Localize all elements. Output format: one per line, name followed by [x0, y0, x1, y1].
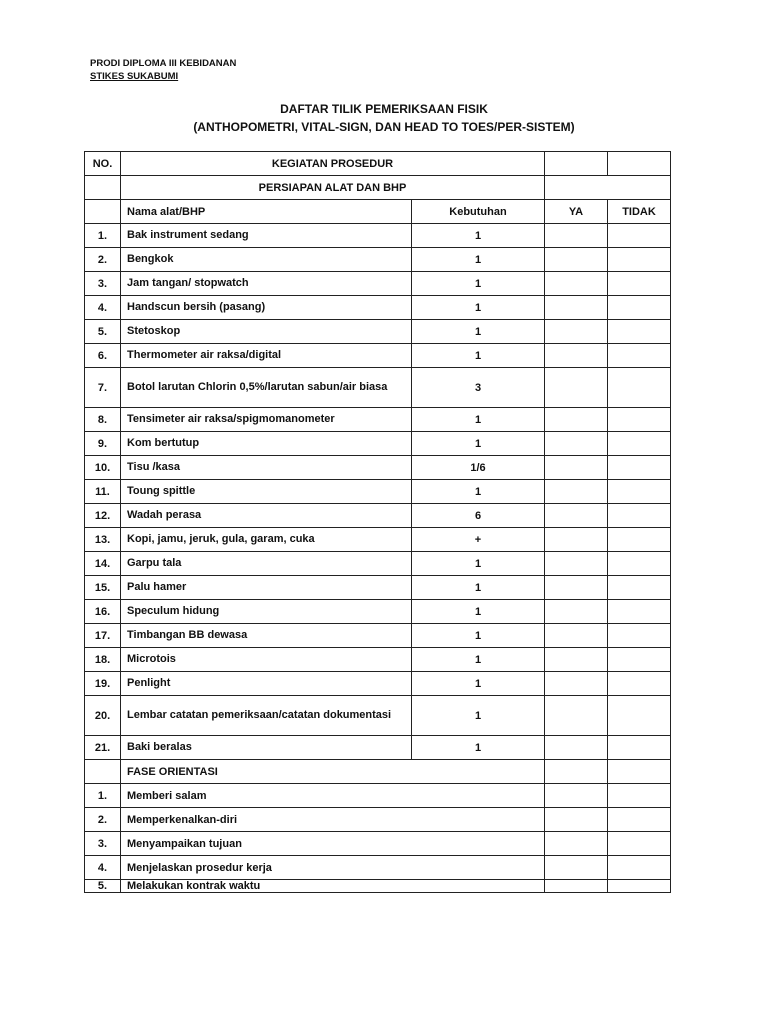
item-name-text: Tisu /kasa — [127, 461, 180, 473]
row-number: 2. — [85, 808, 121, 832]
tidak-check-cell[interactable] — [608, 432, 671, 456]
tidak-check-cell[interactable] — [608, 696, 671, 736]
row-number: 13. — [85, 528, 121, 552]
table-row — [85, 528, 671, 552]
item-name — [121, 272, 412, 296]
row-number: 18. — [85, 648, 121, 672]
table-row — [85, 832, 671, 856]
item-name-text: Penlight — [127, 677, 171, 689]
table-row — [85, 552, 671, 576]
row-number: 12. — [85, 504, 121, 528]
tidak-check-cell[interactable] — [608, 648, 671, 672]
ya-check-cell[interactable] — [545, 808, 608, 832]
item-name-text: Kom bertutup — [127, 437, 200, 449]
column-header-row — [85, 200, 671, 224]
item-name — [121, 408, 412, 432]
header-row — [85, 152, 671, 176]
row-number: 7. — [85, 368, 121, 408]
col-nama-header: Nama alat/BHP — [121, 200, 412, 224]
item-name-text: Baki beralas — [127, 741, 192, 753]
row-number: 4. — [85, 296, 121, 320]
ya-check-cell[interactable] — [545, 344, 608, 368]
item-name-text: Botol larutan Chlorin 0,5%/larutan sabun/air biasa — [127, 381, 388, 393]
step-name: Memperkenalkan-diri — [121, 808, 545, 832]
step-name: Menyampaikan tujuan — [121, 832, 545, 856]
tidak-check-cell[interactable] — [608, 296, 671, 320]
item-quantity: 1 — [412, 296, 545, 320]
no-empty-cell — [85, 200, 121, 224]
ya-check-cell[interactable] — [545, 552, 608, 576]
col-tidak-header: TIDAK — [608, 200, 671, 224]
table-row — [85, 576, 671, 600]
section-title-persiapan: PERSIAPAN ALAT DAN BHP — [121, 176, 545, 200]
ya-check-cell[interactable] — [545, 528, 608, 552]
title-line-2: (ANTHOPOMETRI, VITAL-SIGN, DAN HEAD TO TOES/PER-SISTEM) — [193, 120, 575, 134]
ya-check-cell[interactable] — [545, 648, 608, 672]
section-title-orientasi: FASE ORIENTASI — [121, 760, 545, 784]
tidak-check-cell[interactable] — [608, 504, 671, 528]
ya-check-cell[interactable] — [545, 456, 608, 480]
row-number: 3. — [85, 832, 121, 856]
ya-check-cell[interactable] — [545, 320, 608, 344]
row-number: 16. — [85, 600, 121, 624]
checklist-body — [85, 152, 671, 893]
document-title — [0, 100, 768, 136]
row-number: 20. — [85, 696, 121, 736]
tidak-check-cell[interactable] — [608, 856, 671, 880]
ya-check-cell[interactable] — [545, 432, 608, 456]
row-number: 2. — [85, 248, 121, 272]
ya-check-cell[interactable] — [545, 736, 608, 760]
table-row — [85, 296, 671, 320]
item-quantity: 1 — [412, 648, 545, 672]
tidak-check-cell[interactable] — [608, 552, 671, 576]
table-row — [85, 808, 671, 832]
row-number: 17. — [85, 624, 121, 648]
row-number: 14. — [85, 552, 121, 576]
row-number: 5. — [85, 320, 121, 344]
tidak-check-cell[interactable] — [608, 248, 671, 272]
item-name — [121, 504, 412, 528]
item-name — [121, 624, 412, 648]
item-quantity: 1 — [412, 224, 545, 248]
tidak-check-cell[interactable] — [608, 736, 671, 760]
item-quantity: 1 — [412, 600, 545, 624]
row-number: 10. — [85, 456, 121, 480]
item-quantity: 1 — [412, 272, 545, 296]
table-row — [85, 504, 671, 528]
ya-check-cell[interactable] — [545, 504, 608, 528]
item-name — [121, 296, 412, 320]
row-number: 9. — [85, 432, 121, 456]
item-name-text: Bengkok — [127, 253, 174, 265]
tidak-check-cell[interactable] — [608, 808, 671, 832]
tidak-check-cell[interactable] — [608, 480, 671, 504]
item-name-text: Jam tangan/ stopwatch — [127, 277, 249, 289]
step-name: Melakukan kontrak waktu — [121, 880, 545, 893]
no-empty-cell — [85, 176, 121, 200]
item-name-text: Palu hamer — [127, 581, 187, 593]
program-name: PRODI DIPLOMA III KEBIDANAN — [90, 58, 237, 69]
checklist-table — [84, 151, 671, 893]
table-row — [85, 880, 671, 893]
ya-check-cell[interactable] — [545, 248, 608, 272]
item-name — [121, 432, 412, 456]
ya-empty-cell — [545, 760, 608, 784]
table-row — [85, 624, 671, 648]
table-row — [85, 272, 671, 296]
tidak-check-cell[interactable] — [608, 600, 671, 624]
item-quantity: 1 — [412, 672, 545, 696]
table-row — [85, 320, 671, 344]
item-name-text: Toung spittle — [127, 485, 196, 497]
ya-check-cell[interactable] — [545, 272, 608, 296]
item-name — [121, 696, 412, 736]
item-quantity: 6 — [412, 504, 545, 528]
tidak-check-cell[interactable] — [608, 624, 671, 648]
row-number: 8. — [85, 408, 121, 432]
section-row — [85, 760, 671, 784]
table-row — [85, 696, 671, 736]
item-name — [121, 224, 412, 248]
table-row — [85, 480, 671, 504]
item-quantity: 1 — [412, 408, 545, 432]
ya-check-cell[interactable] — [545, 832, 608, 856]
item-name-text: Bak instrument sedang — [127, 229, 249, 241]
item-name — [121, 368, 412, 408]
item-name — [121, 552, 412, 576]
institution-header — [90, 57, 236, 83]
row-number: 4. — [85, 856, 121, 880]
row-number: 6. — [85, 344, 121, 368]
ya-check-cell[interactable] — [545, 784, 608, 808]
table-row — [85, 784, 671, 808]
tidak-check-cell[interactable] — [608, 576, 671, 600]
tidak-check-cell[interactable] — [608, 408, 671, 432]
step-name: Memberi salam — [121, 784, 545, 808]
ya-check-cell[interactable] — [545, 224, 608, 248]
item-name — [121, 248, 412, 272]
item-name-text: Handscun bersih (pasang) — [127, 301, 266, 313]
no-header: NO. — [85, 152, 121, 176]
item-quantity: 1 — [412, 320, 545, 344]
item-quantity: 1 — [412, 344, 545, 368]
row-number: 5. — [85, 880, 121, 893]
ya-check-cell[interactable] — [545, 480, 608, 504]
item-name-text: Tensimeter air raksa/spigmomanometer — [127, 413, 335, 425]
item-name — [121, 576, 412, 600]
item-name-text: Timbangan BB dewasa — [127, 629, 248, 641]
item-name — [121, 320, 412, 344]
tidak-check-cell[interactable] — [608, 784, 671, 808]
section-empty-cell — [545, 176, 671, 200]
item-quantity: 1/6 — [412, 456, 545, 480]
ya-check-cell[interactable] — [545, 600, 608, 624]
table-row — [85, 344, 671, 368]
table-row — [85, 224, 671, 248]
ya-check-cell[interactable] — [545, 880, 608, 893]
item-quantity: 1 — [412, 736, 545, 760]
section-row — [85, 176, 671, 200]
tidak-check-cell[interactable] — [608, 456, 671, 480]
kegiatan-header: KEGIATAN PROSEDUR — [121, 152, 545, 176]
ya-check-cell[interactable] — [545, 856, 608, 880]
item-quantity: 1 — [412, 576, 545, 600]
table-row — [85, 456, 671, 480]
tidak-check-cell[interactable] — [608, 880, 671, 893]
tidak-check-cell[interactable] — [608, 320, 671, 344]
table-row — [85, 432, 671, 456]
table-row — [85, 600, 671, 624]
col-ya-header: YA — [545, 200, 608, 224]
table-row — [85, 672, 671, 696]
ya-check-cell[interactable] — [545, 368, 608, 408]
item-name — [121, 648, 412, 672]
row-number: 11. — [85, 480, 121, 504]
tidak-check-cell[interactable] — [608, 368, 671, 408]
item-name — [121, 528, 412, 552]
item-name-text: Speculum hidung — [127, 605, 220, 617]
item-name-text: Kopi, jamu, jeruk, gula, garam, cuka — [127, 533, 315, 545]
item-name — [121, 672, 412, 696]
col-kebutuhan-header: Kebutuhan — [412, 200, 545, 224]
item-quantity: 3 — [412, 368, 545, 408]
table-row — [85, 408, 671, 432]
ya-check-cell[interactable] — [545, 296, 608, 320]
table-row — [85, 368, 671, 408]
item-quantity: + — [412, 528, 545, 552]
ya-check-cell[interactable] — [545, 696, 608, 736]
item-name — [121, 736, 412, 760]
item-name — [121, 344, 412, 368]
title-line-1: DAFTAR TILIK PEMERIKSAAN FISIK — [280, 102, 488, 116]
item-name — [121, 456, 412, 480]
item-quantity: 1 — [412, 552, 545, 576]
tidak-check-cell[interactable] — [608, 224, 671, 248]
item-name-text: Garpu tala — [127, 557, 182, 569]
ya-check-cell[interactable] — [545, 576, 608, 600]
tidak-empty-cell — [608, 760, 671, 784]
item-name-text: Stetoskop — [127, 325, 181, 337]
tidak-check-cell[interactable] — [608, 672, 671, 696]
step-name: Menjelaskan prosedur kerja — [121, 856, 545, 880]
item-quantity: 1 — [412, 432, 545, 456]
row-number: 21. — [85, 736, 121, 760]
tidak-check-cell[interactable] — [608, 832, 671, 856]
row-number: 3. — [85, 272, 121, 296]
item-name-text: Microtois — [127, 653, 176, 665]
school-name: STIKES SUKABUMI — [90, 71, 179, 82]
row-number: 15. — [85, 576, 121, 600]
table-row — [85, 736, 671, 760]
ya-empty-cell — [545, 152, 608, 176]
tidak-empty-cell — [608, 152, 671, 176]
item-name-text: Lembar catatan pemeriksaan/catatan dokumentasi — [127, 709, 392, 721]
table-row — [85, 248, 671, 272]
tidak-check-cell[interactable] — [608, 528, 671, 552]
item-name-text: Wadah perasa — [127, 509, 202, 521]
row-number: 1. — [85, 224, 121, 248]
table-row — [85, 856, 671, 880]
ya-check-cell[interactable] — [545, 624, 608, 648]
row-number: 1. — [85, 784, 121, 808]
item-quantity: 1 — [412, 696, 545, 736]
table-row — [85, 648, 671, 672]
item-name — [121, 480, 412, 504]
no-empty-cell — [85, 760, 121, 784]
row-number: 19. — [85, 672, 121, 696]
ya-check-cell[interactable] — [545, 408, 608, 432]
item-name-text: Thermometer air raksa/digital — [127, 349, 282, 361]
item-quantity: 1 — [412, 480, 545, 504]
tidak-check-cell[interactable] — [608, 344, 671, 368]
item-name — [121, 600, 412, 624]
tidak-check-cell[interactable] — [608, 272, 671, 296]
item-quantity: 1 — [412, 248, 545, 272]
item-quantity: 1 — [412, 624, 545, 648]
ya-check-cell[interactable] — [545, 672, 608, 696]
